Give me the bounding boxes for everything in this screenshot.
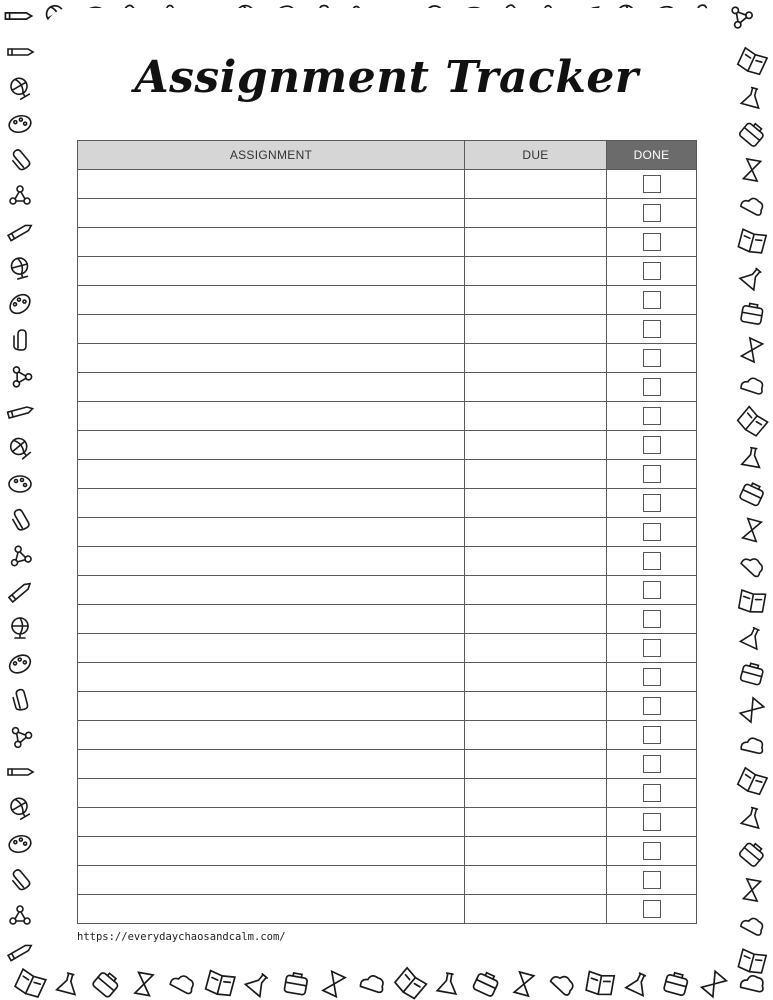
assignment-cell[interactable] bbox=[78, 199, 465, 228]
assignment-cell[interactable] bbox=[78, 518, 465, 547]
backpack-icon bbox=[741, 302, 764, 324]
table-row bbox=[78, 431, 697, 460]
due-cell[interactable] bbox=[465, 866, 607, 895]
done-cell bbox=[607, 315, 697, 344]
table-row bbox=[78, 460, 697, 489]
flask-icon bbox=[740, 265, 765, 290]
done-checkbox[interactable] bbox=[643, 871, 661, 889]
assignment-cell[interactable] bbox=[78, 344, 465, 373]
due-cell[interactable] bbox=[465, 228, 607, 257]
done-checkbox[interactable] bbox=[643, 378, 661, 396]
table-row bbox=[78, 257, 697, 286]
column-header-assignment: ASSIGNMENT bbox=[78, 141, 465, 170]
hourglass-icon bbox=[514, 972, 534, 996]
paperclip-icon bbox=[12, 689, 29, 711]
due-cell[interactable] bbox=[465, 518, 607, 547]
assignment-cell[interactable] bbox=[78, 895, 465, 924]
table-row bbox=[78, 779, 697, 808]
assignment-cell[interactable] bbox=[78, 402, 465, 431]
hourglass-icon bbox=[740, 698, 764, 722]
done-checkbox[interactable] bbox=[643, 494, 661, 512]
done-cell bbox=[607, 228, 697, 257]
assignment-cell[interactable] bbox=[78, 866, 465, 895]
due-cell[interactable] bbox=[465, 634, 607, 663]
due-cell[interactable] bbox=[465, 170, 607, 199]
due-cell[interactable] bbox=[465, 576, 607, 605]
done-checkbox[interactable] bbox=[643, 349, 661, 367]
hourglass-icon bbox=[743, 159, 760, 181]
done-cell bbox=[607, 779, 697, 808]
assignment-cell[interactable] bbox=[78, 721, 465, 750]
column-header-due: DUE bbox=[465, 141, 607, 170]
cloud-icon bbox=[740, 914, 765, 936]
done-cell bbox=[607, 286, 697, 315]
table-header-row bbox=[78, 141, 697, 170]
done-cell bbox=[607, 808, 697, 837]
due-cell[interactable] bbox=[465, 895, 607, 924]
done-checkbox[interactable] bbox=[643, 668, 661, 686]
done-cell bbox=[607, 692, 697, 721]
table-row bbox=[78, 837, 697, 866]
pencil-icon bbox=[8, 406, 34, 418]
table-row bbox=[78, 866, 697, 895]
palette-icon bbox=[6, 652, 33, 677]
book-icon bbox=[738, 949, 766, 975]
backpack-icon bbox=[739, 120, 767, 147]
table-row bbox=[78, 286, 697, 315]
hourglass-icon bbox=[743, 879, 760, 901]
due-cell[interactable] bbox=[465, 808, 607, 837]
done-cell bbox=[607, 750, 697, 779]
backpack-icon bbox=[663, 971, 688, 996]
due-cell[interactable] bbox=[465, 402, 607, 431]
assignment-table bbox=[77, 140, 697, 924]
book-icon bbox=[14, 969, 46, 999]
paperclip-icon bbox=[10, 508, 30, 531]
assignment-cell[interactable] bbox=[78, 489, 465, 518]
assignment-cell[interactable] bbox=[78, 460, 465, 489]
flask-icon bbox=[57, 971, 80, 994]
hourglass-icon bbox=[135, 972, 153, 995]
assignment-cell[interactable] bbox=[78, 837, 465, 866]
assignment-cell[interactable] bbox=[78, 634, 465, 663]
done-checkbox[interactable] bbox=[643, 233, 661, 251]
assignment-cell[interactable] bbox=[78, 808, 465, 837]
table-row bbox=[78, 634, 697, 663]
due-cell[interactable] bbox=[465, 431, 607, 460]
flask-icon bbox=[740, 625, 764, 649]
due-cell[interactable] bbox=[465, 837, 607, 866]
paperclip-icon bbox=[14, 330, 26, 350]
done-checkbox[interactable] bbox=[643, 175, 661, 193]
assignment-cell[interactable] bbox=[78, 576, 465, 605]
done-checkbox[interactable] bbox=[643, 262, 661, 280]
cloud-icon bbox=[740, 974, 765, 992]
done-checkbox[interactable] bbox=[643, 407, 661, 425]
table-row bbox=[78, 663, 697, 692]
due-cell[interactable] bbox=[465, 779, 607, 808]
table-row bbox=[78, 344, 697, 373]
done-cell bbox=[607, 663, 697, 692]
done-checkbox[interactable] bbox=[643, 523, 661, 541]
done-cell bbox=[607, 489, 697, 518]
table-row bbox=[78, 199, 697, 228]
pencil-icon bbox=[5, 13, 31, 19]
assignment-cell[interactable] bbox=[78, 228, 465, 257]
molecule-icon bbox=[10, 906, 30, 924]
table-row bbox=[78, 808, 697, 837]
done-cell bbox=[607, 634, 697, 663]
column-header-done: DONE bbox=[607, 141, 697, 170]
due-cell[interactable] bbox=[465, 663, 607, 692]
done-cell bbox=[607, 170, 697, 199]
book-icon bbox=[394, 968, 427, 1000]
due-cell[interactable] bbox=[465, 460, 607, 489]
globe-icon bbox=[7, 435, 32, 461]
done-cell bbox=[607, 199, 697, 228]
done-cell bbox=[607, 895, 697, 924]
done-cell bbox=[607, 576, 697, 605]
globe-icon bbox=[8, 795, 32, 820]
due-cell[interactable] bbox=[465, 315, 607, 344]
done-cell bbox=[607, 257, 697, 286]
paperclip-icon bbox=[9, 148, 31, 171]
flask-icon bbox=[245, 970, 272, 997]
assignment-cell[interactable] bbox=[78, 692, 465, 721]
assignment-cell[interactable] bbox=[78, 286, 465, 315]
done-checkbox[interactable] bbox=[643, 204, 661, 222]
table-row bbox=[78, 750, 697, 779]
done-cell bbox=[607, 373, 697, 402]
done-checkbox[interactable] bbox=[643, 436, 661, 454]
table-row bbox=[78, 402, 697, 431]
backpack-icon bbox=[739, 481, 765, 507]
molecule-icon bbox=[6, 362, 32, 388]
done-checkbox[interactable] bbox=[643, 697, 661, 715]
table-row bbox=[78, 605, 697, 634]
book-icon bbox=[736, 407, 767, 438]
book-icon bbox=[738, 229, 766, 255]
table-row bbox=[78, 895, 697, 924]
hourglass-icon bbox=[702, 971, 727, 997]
pencil-icon bbox=[8, 769, 33, 775]
pencil-icon bbox=[8, 943, 33, 961]
molecule-icon bbox=[725, 1, 753, 29]
done-checkbox[interactable] bbox=[643, 639, 661, 657]
done-checkbox[interactable] bbox=[643, 552, 661, 570]
hourglass-icon bbox=[743, 519, 762, 542]
table-row bbox=[78, 315, 697, 344]
done-cell bbox=[607, 605, 697, 634]
backpack-icon bbox=[284, 972, 308, 995]
table-row bbox=[78, 692, 697, 721]
due-cell[interactable] bbox=[465, 286, 607, 315]
cloud-icon bbox=[740, 553, 765, 578]
hourglass-icon bbox=[741, 338, 762, 362]
flask-icon bbox=[626, 970, 651, 995]
assignment-cell[interactable] bbox=[78, 431, 465, 460]
due-cell[interactable] bbox=[465, 692, 607, 721]
cloud-icon bbox=[740, 376, 764, 395]
done-checkbox[interactable] bbox=[643, 465, 661, 483]
table-row bbox=[78, 228, 697, 257]
done-cell bbox=[607, 431, 697, 460]
done-checkbox[interactable] bbox=[643, 291, 661, 309]
book-icon bbox=[586, 971, 614, 996]
backpack-icon bbox=[739, 840, 767, 867]
assignment-cell[interactable] bbox=[78, 605, 465, 634]
table-row bbox=[78, 576, 697, 605]
globe-icon bbox=[8, 75, 32, 100]
done-cell bbox=[607, 837, 697, 866]
due-cell[interactable] bbox=[465, 257, 607, 286]
molecule-icon bbox=[8, 544, 32, 567]
done-cell bbox=[607, 402, 697, 431]
pencil-icon bbox=[9, 581, 32, 602]
done-cell bbox=[607, 721, 697, 750]
table-row bbox=[78, 489, 697, 518]
book-icon bbox=[205, 971, 235, 998]
done-cell bbox=[607, 344, 697, 373]
palette-icon bbox=[7, 113, 32, 134]
backpack-icon bbox=[92, 969, 121, 998]
palette-icon bbox=[6, 291, 33, 317]
book-icon bbox=[737, 768, 767, 796]
table-row bbox=[78, 170, 697, 199]
assignment-cell[interactable] bbox=[78, 257, 465, 286]
done-cell bbox=[607, 866, 697, 895]
due-cell[interactable] bbox=[465, 373, 607, 402]
due-cell[interactable] bbox=[465, 344, 607, 373]
book-icon bbox=[737, 48, 767, 76]
done-checkbox[interactable] bbox=[643, 900, 661, 918]
done-cell bbox=[607, 547, 697, 576]
table-row bbox=[78, 518, 697, 547]
table-row bbox=[78, 373, 697, 402]
assignment-cell[interactable] bbox=[78, 547, 465, 576]
backpack-icon bbox=[472, 970, 499, 997]
done-checkbox[interactable] bbox=[643, 581, 661, 599]
done-checkbox[interactable] bbox=[643, 784, 661, 802]
page-title: Assignment Tracker bbox=[134, 52, 639, 103]
done-checkbox[interactable] bbox=[643, 813, 661, 831]
backpack-icon bbox=[740, 662, 764, 686]
assignment-cell[interactable] bbox=[78, 663, 465, 692]
due-cell[interactable] bbox=[465, 547, 607, 576]
done-checkbox[interactable] bbox=[643, 842, 661, 860]
flask-icon bbox=[437, 972, 459, 994]
due-cell[interactable] bbox=[465, 750, 607, 779]
table-row bbox=[78, 547, 697, 576]
due-cell[interactable] bbox=[465, 605, 607, 634]
done-checkbox[interactable] bbox=[643, 320, 661, 338]
flask-icon bbox=[741, 86, 763, 108]
globe-icon bbox=[12, 618, 28, 638]
pencil-icon bbox=[8, 49, 33, 55]
due-cell[interactable] bbox=[465, 721, 607, 750]
cloud-icon bbox=[169, 972, 196, 995]
palette-icon bbox=[7, 833, 32, 854]
assignment-cell[interactable] bbox=[78, 315, 465, 344]
assignment-cell[interactable] bbox=[78, 170, 465, 199]
pencil-icon bbox=[8, 223, 33, 241]
table-row bbox=[78, 721, 697, 750]
cloud-icon bbox=[360, 973, 386, 993]
molecule-icon bbox=[6, 722, 33, 749]
flask-icon bbox=[742, 447, 763, 468]
book-icon bbox=[738, 590, 765, 614]
cloud-icon bbox=[550, 971, 577, 997]
palette-icon bbox=[9, 476, 31, 492]
done-checkbox[interactable] bbox=[643, 755, 661, 773]
hourglass-icon bbox=[323, 971, 345, 996]
paperclip-icon bbox=[9, 868, 31, 891]
done-checkbox[interactable] bbox=[643, 610, 661, 628]
globe-icon bbox=[10, 256, 31, 279]
due-cell[interactable] bbox=[465, 489, 607, 518]
flask-icon bbox=[741, 806, 763, 828]
assignment-cell[interactable] bbox=[78, 750, 465, 779]
assignment-cell[interactable] bbox=[78, 779, 465, 808]
footer-url: https://everydaychaosandcalm.com/ bbox=[77, 931, 286, 943]
molecule-icon bbox=[10, 186, 30, 204]
due-cell[interactable] bbox=[465, 199, 607, 228]
assignment-cell[interactable] bbox=[78, 373, 465, 402]
cloud-icon bbox=[740, 194, 765, 216]
done-checkbox[interactable] bbox=[643, 726, 661, 744]
done-cell bbox=[607, 460, 697, 489]
done-cell bbox=[607, 518, 697, 547]
table-body bbox=[78, 170, 697, 924]
cloud-icon bbox=[741, 736, 765, 753]
